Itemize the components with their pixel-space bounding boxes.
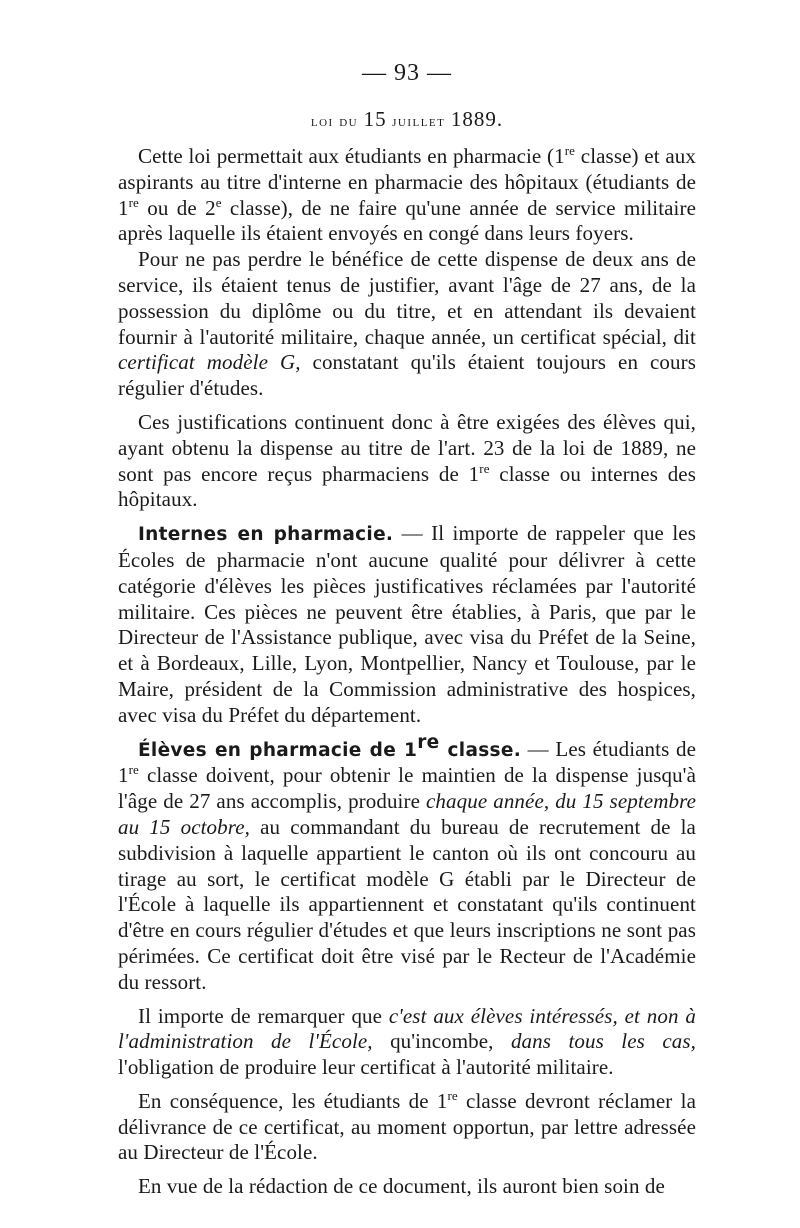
- section-rubric: Élèves en pharmacie de 1: [138, 739, 418, 761]
- section-rubric: classe.: [439, 739, 522, 761]
- text-run: classe), de ne faire qu'une année de service militaire après laquelle ils étaient envoyés en congé dans leurs foyers.: [118, 195, 697, 246]
- body-text: [118, 144, 696, 1200]
- text-run: ou de 2: [138, 195, 216, 220]
- paragraph: [118, 1089, 696, 1166]
- section-rubric: re: [417, 731, 440, 753]
- text-run: — Les étudiants de 1: [118, 736, 697, 788]
- text-run: Cette loi permettait aux étudiants en pharmacie (1: [138, 144, 565, 168]
- text-run: re: [564, 143, 576, 158]
- text-run: Pour ne pas perdre le bénéfice de cette dispense de deux ans de service, ils étaient tenus de justifier, avant l'âge de 27 ans, de la possession du diplôme ou du titre, et en attendant ils devaient fournir à l'autorité militaire, chaque année, un certificat spécial, dit: [118, 247, 696, 349]
- text-run: re: [447, 1087, 458, 1103]
- text-run: classe ou internes des hôpitaux.: [118, 461, 696, 512]
- text-run: dans tous les cas,: [510, 1029, 696, 1054]
- paragraph: [118, 521, 696, 728]
- paragraph: [118, 410, 696, 513]
- text-run: constatant qu'ils étaient toujours en cours régulier d'études.: [118, 350, 696, 401]
- section-heading: [118, 107, 696, 132]
- text-run: c'est aux élèves intéressés, et non à l'administration de l'École,: [118, 1003, 696, 1054]
- paragraph: [118, 144, 696, 247]
- heading-day: 15: [363, 107, 387, 131]
- text-run: classe doivent, pour obtenir le maintien de la dispense jusqu'à l'âge de 27 ans accomplis, produire: [118, 763, 696, 814]
- section-rubric: Internes en pharmacie.: [138, 524, 394, 546]
- paragraph: [118, 1004, 696, 1081]
- text-run: — Il importe de rappeler que les Écoles de pharmacie n'ont aucune qualité pour délivrer à cette catégorie d'élèves les pièces justificatives réclamées par l'autorité militaire. Ces pièces ne peuvent être établies, à Paris, que par le Directeur de l'Assistance publique, avec visa du Préfet de la Seine, et à Bordeaux, Lille, Lyon, Montpellier, Nancy et Toulouse, par le Maire, président de la Commission administrative des hospices, avec visa du Préfet du département.: [118, 521, 696, 727]
- text-run: re: [128, 194, 139, 210]
- paragraph: [118, 731, 697, 996]
- paragraph: [118, 1174, 696, 1200]
- text-run: e: [215, 194, 222, 210]
- text-run: re: [479, 460, 490, 476]
- text-run: l'obligation de produire leur certificat à l'autorité militaire.: [118, 1055, 614, 1080]
- page-number: — 93 —: [362, 60, 452, 86]
- heading-month: juillet: [392, 113, 446, 130]
- text-run: qu'incombe,: [372, 1029, 511, 1054]
- text-run: En vue de la rédaction de ce document, ils auront bien soin de: [138, 1174, 665, 1199]
- text-run: Ces justifications continuent donc à être exigées des élèves qui, ayant obtenu la dispense au titre de l'art. 23 de la loi de 1889, ne sont pas encore reçus pharmaciens de 1: [118, 409, 696, 486]
- text-run: classe) et aux aspirants au titre d'interne en pharmacie des hôpitaux (étudiants de 1: [118, 144, 696, 220]
- text-run: chaque année, du 15 septembre au 15 octobre,: [118, 789, 696, 839]
- text-run: En conséquence, les étudiants de 1: [138, 1088, 448, 1113]
- heading-year: 1889.: [450, 107, 504, 131]
- text-run: certificat modèle G,: [118, 350, 301, 375]
- text-run: au commandant du bureau de recrutement de la subdivision à laquelle appartient le canton où ils ont concouru au tirage au sort, le certificat modèle G établi par le Directeur de l'École à laquelle ils appartiennent et constatant qu'ils continuent d'être en cours régulier d'études et que leurs inscriptions ne sont pas périmées. Ce certificat doit être visé par le Recteur de l'Académie du ressort.: [118, 814, 696, 994]
- text-run: Il importe de remarquer que: [138, 1003, 389, 1028]
- heading-prefix: loi du: [310, 113, 359, 130]
- paragraph: [118, 247, 696, 402]
- text-run: classe devront réclamer la délivrance de ce certificat, au moment opportun, par lettre adressée au Directeur de l'École.: [118, 1088, 696, 1165]
- text-run: re: [128, 762, 139, 778]
